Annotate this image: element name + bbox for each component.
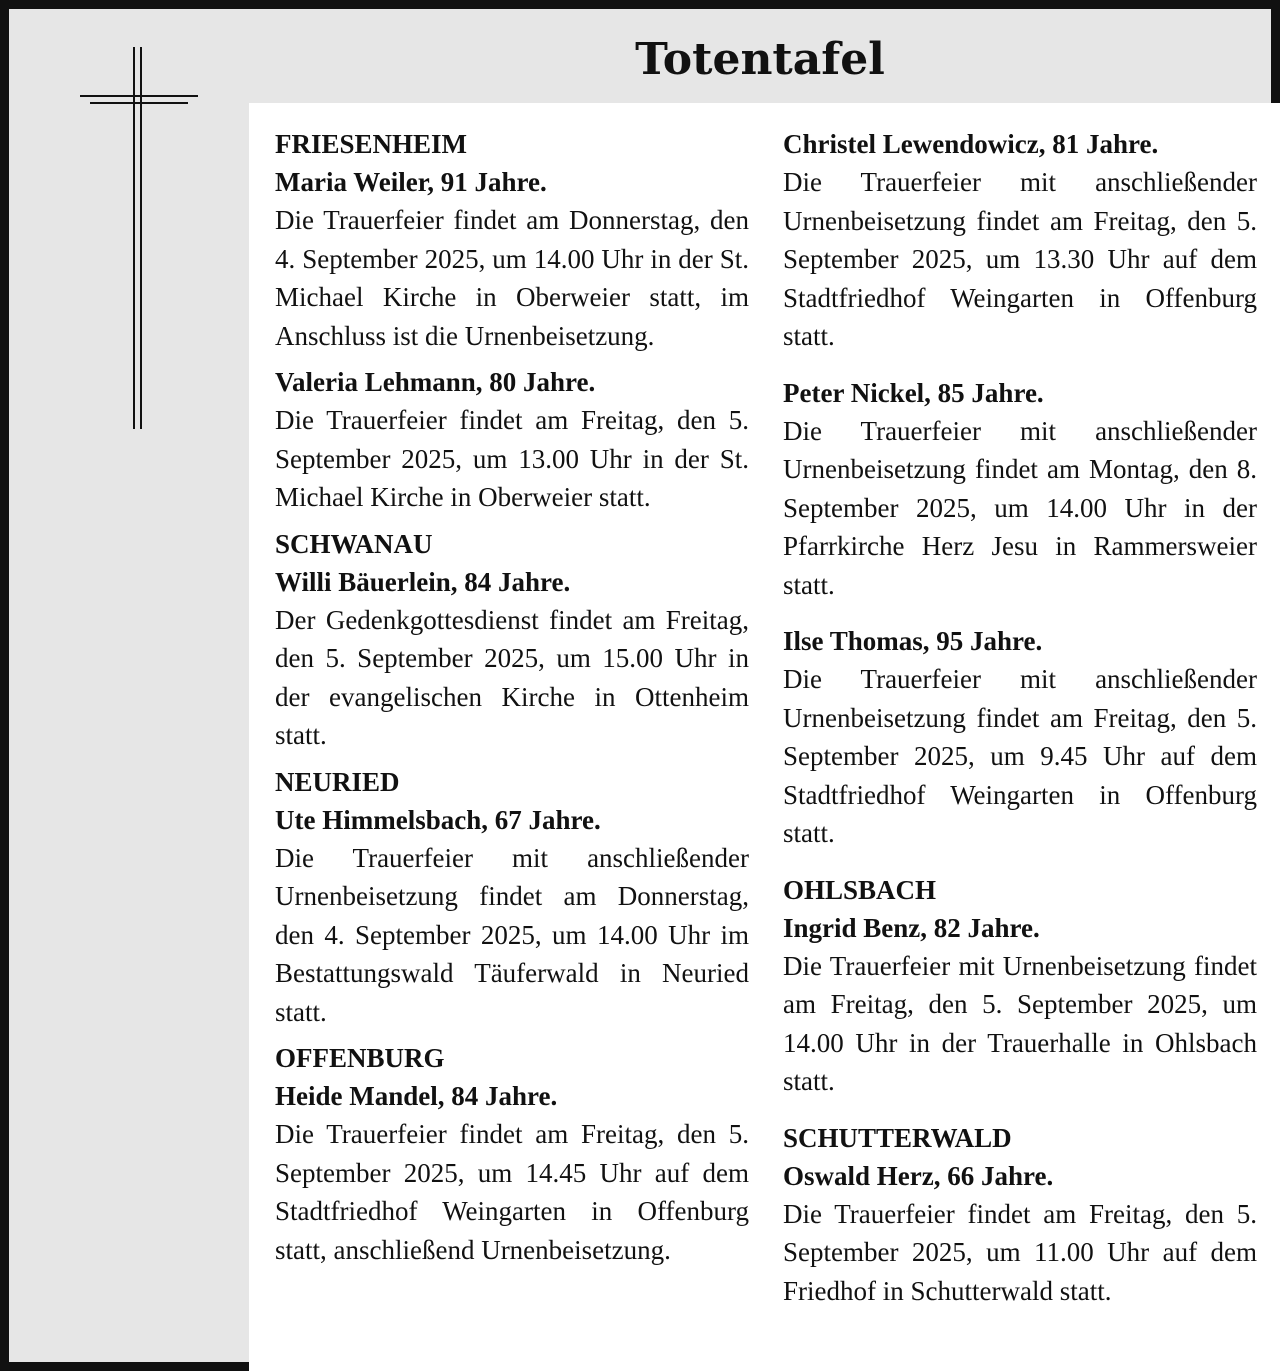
obituary-entry (275, 763, 749, 1032)
place-heading: OFFENBURG (275, 1043, 445, 1073)
obituary-entry (275, 363, 749, 517)
place-heading: OHLSBACH (783, 874, 937, 905)
ceremony-text: Die Trauerfeier mit anschließender Urnenbeisetzung findet am Donnerstag, den 4. September 2025, um 14.00 Uhr im Bestattungswald Täuferwald in Neuried statt. (275, 842, 749, 1027)
ceremony-text: Der Gedenkgottesdienst findet am Freitag, den 5. September 2025, um 15.00 Uhr in der evangelischen Kirche in Ottenheim statt. (275, 604, 749, 750)
ceremony-text: Die Trauerfeier findet am Freitag, den 5. September 2025, um 13.00 Uhr in der St. Michael Kirche in Oberweier statt. (275, 405, 749, 512)
place-heading: SCHUTTERWALD (783, 1122, 1012, 1153)
obituary-entry (783, 374, 1257, 605)
deceased-name: Oswald Herz, 66 Jahre. (783, 1160, 1054, 1191)
ceremony-text: Die Trauerfeier mit anschließender Urnenbeisetzung findet am Montag, den 8. September 2025, um 14.00 Uhr in der Pfarrkirche Herz Jesu in Rammersweier statt. (783, 415, 1257, 600)
ceremony-text: Die Trauerfeier findet am Donnerstag, den 4. September 2025, um 14.00 Uhr in der St. Michael Kirche in Oberweier statt, im Anschluss ist die Urnenbeisetzung. (275, 205, 749, 351)
ceremony-text: Die Trauerfeier mit anschließender Urnenbeisetzung findet am Freitag, den 5. September 2025, um 13.30 Uhr auf dem Stadtfriedhof Weingarten in Offenburg statt. (783, 167, 1257, 351)
deceased-name: Ingrid Benz, 82 Jahre. (783, 912, 1040, 943)
obituary-entry (275, 525, 749, 755)
place-heading: SCHWANAU (275, 528, 433, 559)
deceased-name: Peter Nickel, 85 Jahre. (783, 377, 1044, 408)
left-column (275, 125, 749, 1277)
obituary-entry (783, 871, 1257, 1101)
deceased-name: Ilse Thomas, 95 Jahre. (783, 626, 1043, 656)
ceremony-text: Die Trauerfeier findet am Freitag, den 5. September 2025, um 11.00 Uhr auf dem Friedhof in Schutterwald statt. (783, 1198, 1257, 1306)
deceased-name: Valeria Lehmann, 80 Jahre. (275, 367, 596, 397)
page-title: Totentafel (635, 34, 885, 85)
obituary-entry (275, 1039, 749, 1269)
deceased-name: Maria Weiler, 91 Jahre. (275, 167, 547, 197)
place-heading: FRIESENHEIM (275, 129, 468, 159)
content-panel (249, 103, 1280, 1371)
deceased-name: Willi Bäuerlein, 84 Jahre. (275, 566, 571, 597)
deceased-name: Ute Himmelsbach, 67 Jahre. (275, 804, 601, 835)
cross-icon (74, 41, 204, 433)
ceremony-text: Die Trauerfeier findet am Freitag, den 5. September 2025, um 14.45 Uhr auf dem Stadtfriedhof Weingarten in Offenburg statt, anschließend Urnenbeisetzung. (275, 1119, 749, 1265)
obituary-entry (783, 622, 1257, 853)
deceased-name: Heide Mandel, 84 Jahre. (275, 1081, 558, 1111)
ceremony-text: Die Trauerfeier mit anschließender Urnenbeisetzung findet am Freitag, den 5. September 2025, um 9.45 Uhr auf dem Stadtfriedhof Weingarten in Offenburg statt. (783, 664, 1257, 848)
obituary-entry (783, 1119, 1257, 1311)
right-column (783, 125, 1257, 1328)
obituary-entry (783, 125, 1257, 356)
obituary-entry (275, 125, 749, 355)
ceremony-text: Die Trauerfeier mit Urnenbeisetzung findet am Freitag, den 5. September 2025, um 14.00 Uhr in der Trauerhalle in Ohlsbach statt. (783, 950, 1257, 1096)
deceased-name: Christel Lewendowicz, 81 Jahre. (783, 129, 1159, 159)
place-heading: NEURIED (275, 766, 400, 797)
